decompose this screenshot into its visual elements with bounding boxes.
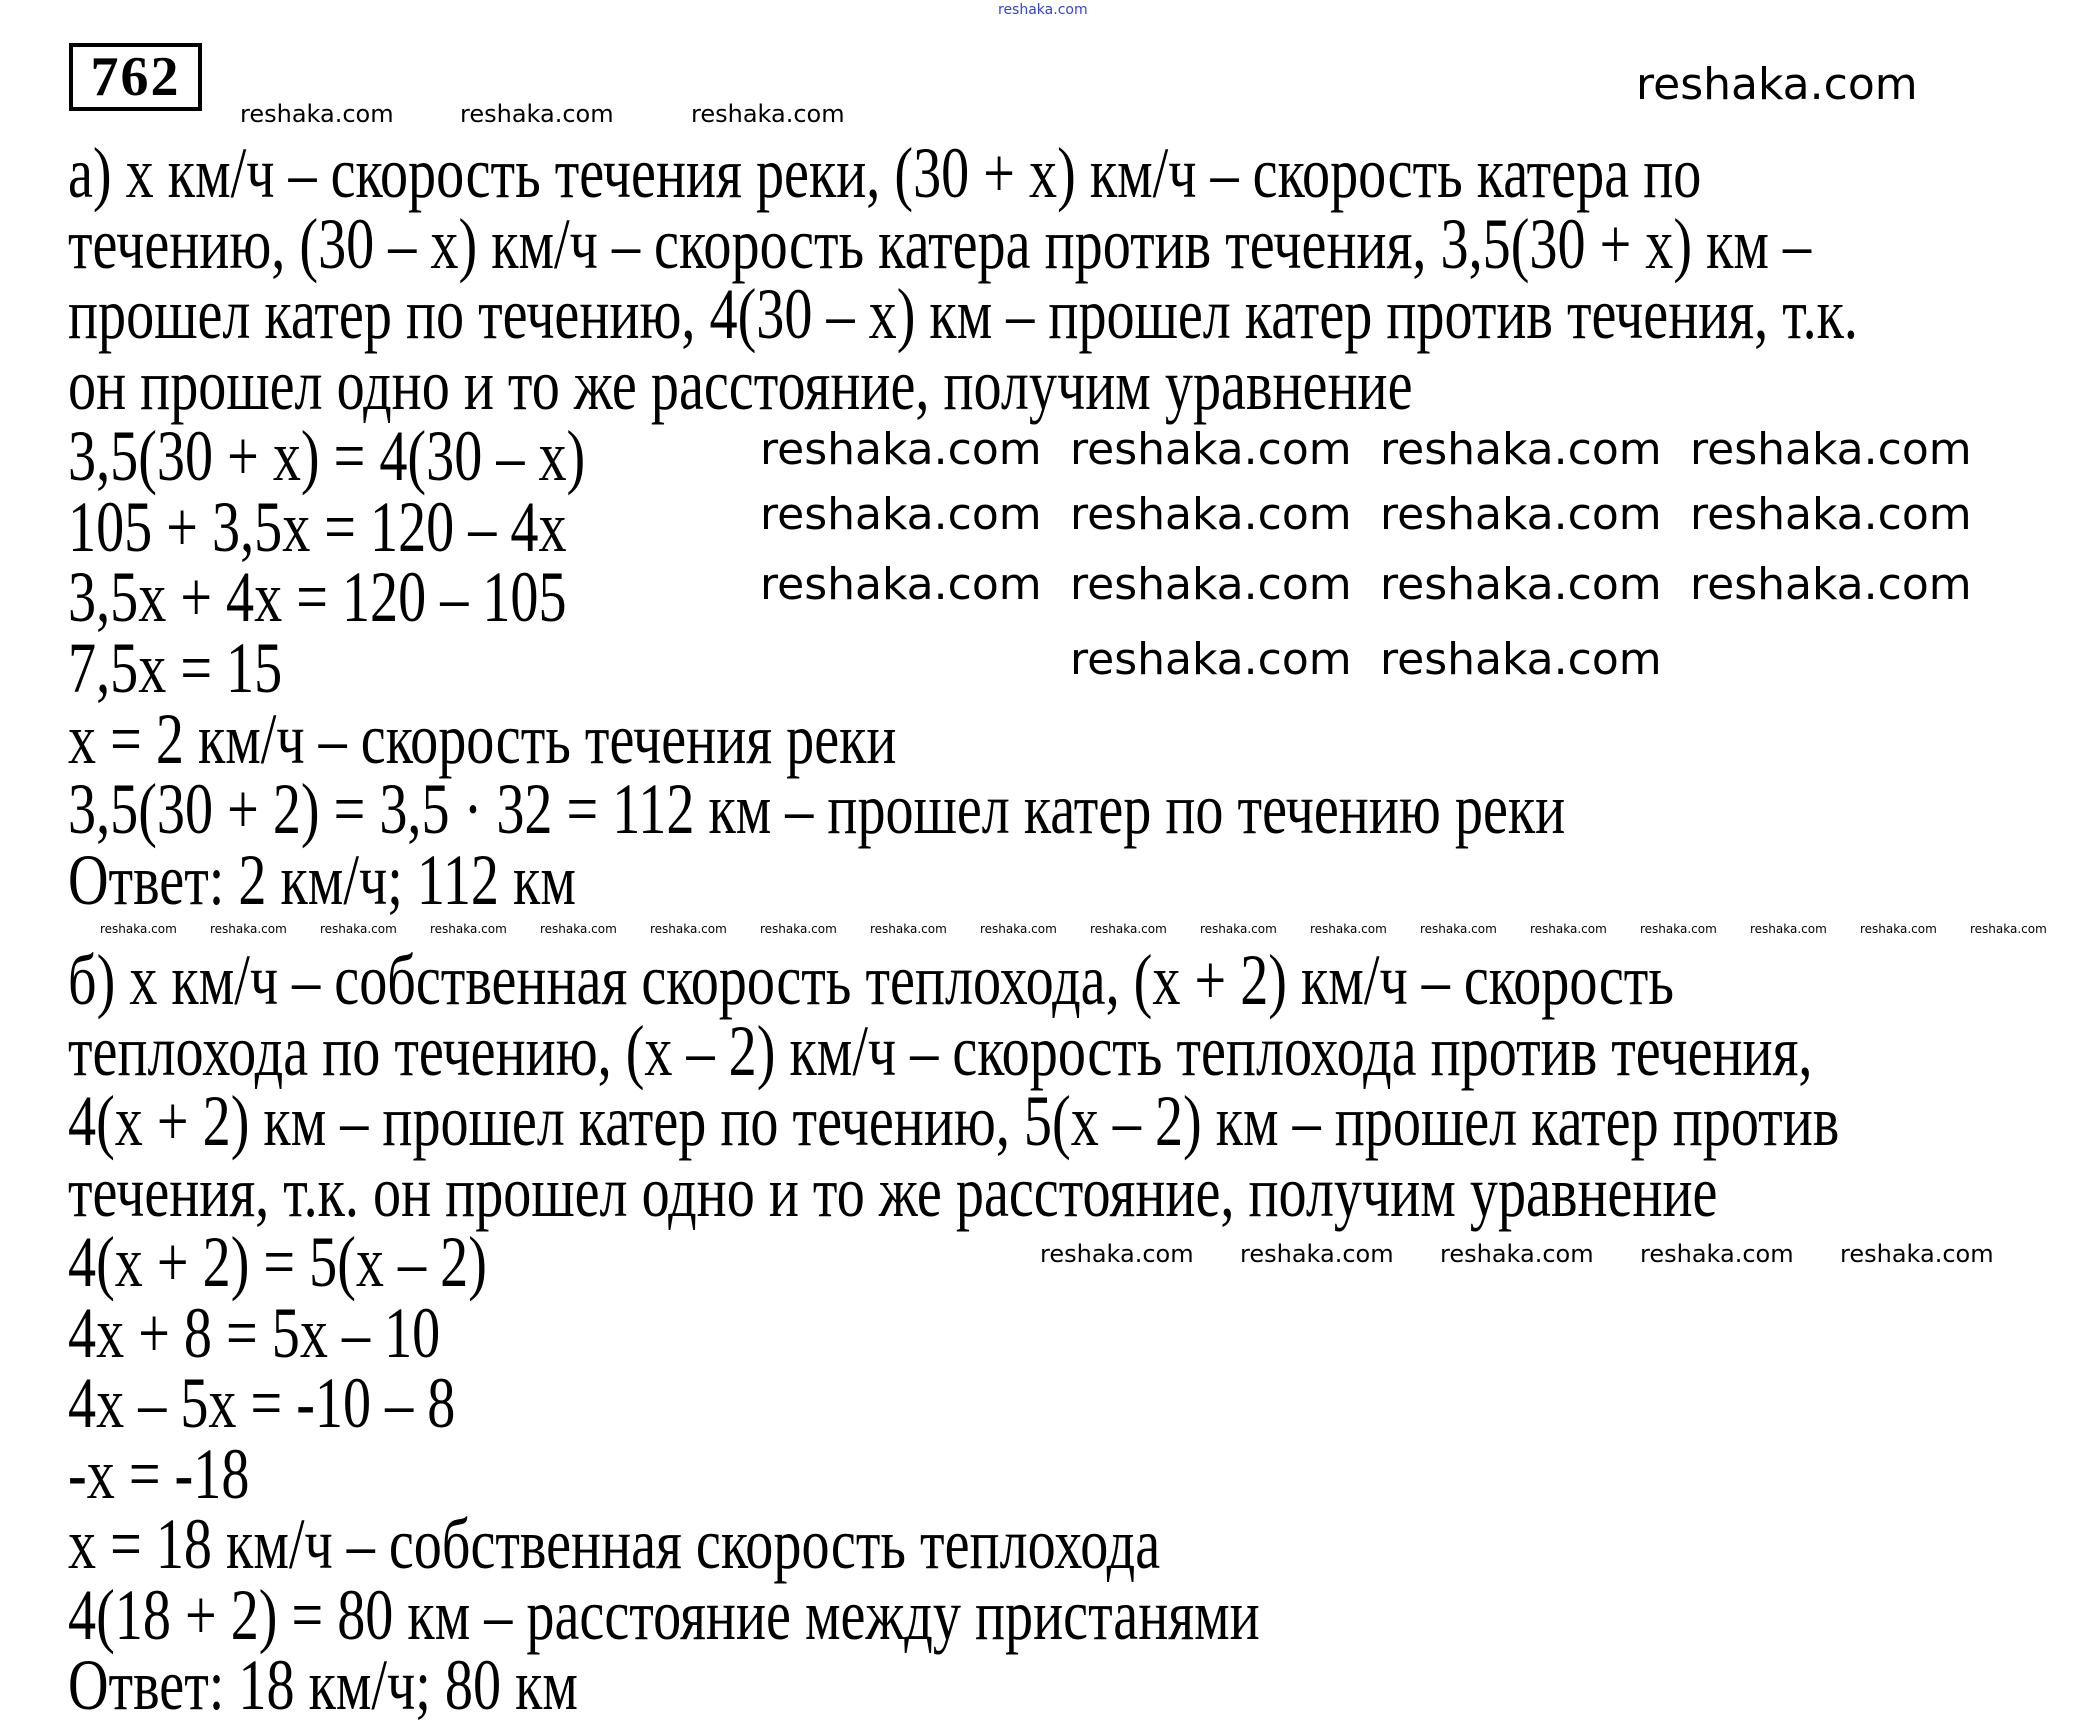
equation-line: 4х – 5х = -10 – 8 [68,1363,456,1443]
watermark: reshaka.com [1200,922,1277,936]
equation-line: 4х + 8 = 5х – 10 [68,1293,441,1373]
watermark: reshaka.com [320,922,397,936]
watermark: reshaka.com [100,922,177,936]
equation-line: 3,5х + 4х = 120 – 105 [68,557,567,637]
watermark: reshaka.com [1640,922,1717,936]
watermark: reshaka.com [1040,1240,1194,1268]
watermark: reshaka.com [691,100,845,128]
watermark: reshaka.com [1070,424,1352,475]
watermark: reshaka.com [870,922,947,936]
watermark: reshaka.com [240,100,394,128]
text-line: х = 2 км/ч – скорость течения реки [68,699,897,779]
watermark: reshaka.com [1070,489,1352,540]
watermark: reshaka.com [1750,922,1827,936]
watermark: reshaka.com [1690,489,1972,540]
text-line: 4(18 + 2) = 80 км – расстояние между пристанями [68,1575,1260,1655]
watermark: reshaka.com [1440,1240,1594,1268]
watermark: reshaka.com [1070,634,1352,685]
watermark: reshaka.com [998,2,1088,18]
watermark: reshaka.com [1310,922,1387,936]
watermark: reshaka.com [1636,59,1918,110]
watermark: reshaka.com [650,922,727,936]
text-line: 4(х + 2) км – прошел катер по течению, 5(х – 2) км – прошел катер против [68,1081,1840,1161]
text-line: 3,5(30 + 2) = 3,5 · 32 = 112 км – прошел катер по течению реки [68,769,1566,849]
text-line: течению, (30 – х) км/ч – скорость катера против течения, 3,5(30 + х) км – [68,204,1812,284]
equation-line: 3,5(30 + х) = 4(30 – х) [68,416,586,496]
watermark: reshaka.com [210,922,287,936]
equation-line: 105 + 3,5х = 120 – 4х [68,487,567,567]
watermark: reshaka.com [1380,559,1662,610]
watermark: reshaka.com [760,489,1042,540]
watermark: reshaka.com [760,922,837,936]
text-line: а) х км/ч – скорость течения реки, (30 + х) км/ч – скорость катера по [68,133,1702,213]
equation-line: -х = -18 [68,1434,250,1514]
equation-line: 4(х + 2) = 5(х – 2) [68,1222,487,1302]
watermark: reshaka.com [980,922,1057,936]
watermark: reshaka.com [1690,424,1972,475]
watermark: reshaka.com [1070,559,1352,610]
watermark: reshaka.com [1840,1240,1994,1268]
watermark: reshaka.com [1420,922,1497,936]
answer-line: Ответ: 2 км/ч; 112 км [68,840,576,920]
text-line: б) х км/ч – собственная скорость теплохода, (х + 2) км/ч – скорость [68,940,1674,1020]
text-line: теплохода по течению, (х – 2) км/ч – скорость теплохода против течения, [68,1011,1813,1091]
watermark: reshaka.com [1690,559,1972,610]
watermark: reshaka.com [1380,489,1662,540]
watermark: reshaka.com [540,922,617,936]
watermark: reshaka.com [1530,922,1607,936]
text-line: течения, т.к. он прошел одно и то же расстояние, получим уравнение [68,1152,1718,1232]
watermark: reshaka.com [1090,922,1167,936]
watermark: reshaka.com [760,424,1042,475]
watermark: reshaka.com [430,922,507,936]
watermark: reshaka.com [1640,1240,1794,1268]
watermark: reshaka.com [1860,922,1937,936]
equation-line: 7,5х = 15 [68,628,283,708]
text-line: он прошел одно и то же расстояние, получим уравнение [68,345,1413,425]
text-line: прошел катер по течению, 4(30 – х) км – прошел катер против течения, т.к. [68,274,1858,354]
watermark: reshaka.com [460,100,614,128]
watermark: reshaka.com [1380,634,1662,685]
text-line: х = 18 км/ч – собственная скорость теплохода [68,1504,1161,1584]
watermark: reshaka.com [1240,1240,1394,1268]
watermark: reshaka.com [1970,922,2047,936]
watermark: reshaka.com [760,559,1042,610]
watermark: reshaka.com [1380,424,1662,475]
problem-number: 762 [90,46,181,108]
problem-number-box [69,43,202,111]
answer-line: Ответ: 18 км/ч; 80 км [68,1645,578,1725]
